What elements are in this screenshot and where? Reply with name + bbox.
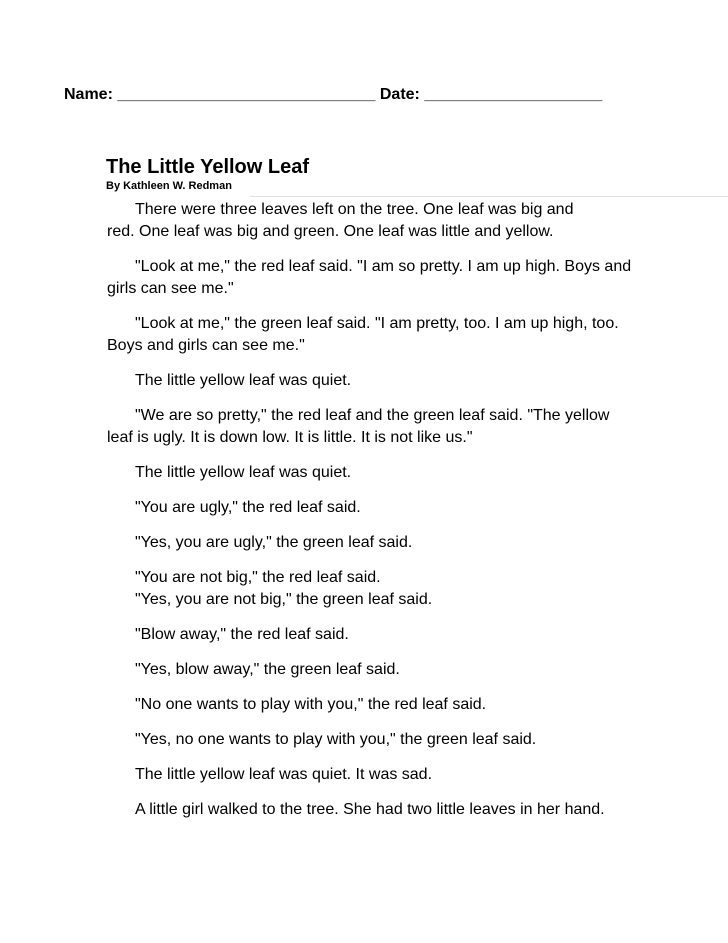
paragraph-line: "Yes, you are ugly," the green leaf said. bbox=[135, 534, 413, 551]
paragraph-line: girls can see me." bbox=[107, 280, 234, 297]
name-blank: _____________________________ bbox=[117, 86, 376, 103]
paragraph bbox=[107, 659, 707, 681]
paragraph bbox=[107, 199, 707, 243]
paragraph-line: The little yellow leaf was quiet. bbox=[135, 464, 352, 481]
paragraph-line: "We are so pretty," the red leaf and the green leaf said. "The yellow bbox=[135, 407, 610, 424]
paragraph-line: leaf is ugly. It is down low. It is little. It is not like us." bbox=[107, 429, 473, 446]
paragraph bbox=[107, 405, 707, 449]
date-blank: ____________________ bbox=[424, 86, 603, 103]
story-title: The Little Yellow Leaf bbox=[106, 156, 310, 178]
paragraph-line: Boys and girls can see me." bbox=[107, 337, 305, 354]
paragraph-line: red. One leaf was big and green. One leaf was little and yellow. bbox=[107, 223, 554, 240]
name-date-header bbox=[64, 86, 602, 104]
paragraph bbox=[107, 256, 707, 300]
paragraph bbox=[107, 764, 707, 786]
paragraph bbox=[107, 532, 707, 554]
paragraph bbox=[107, 729, 707, 751]
paragraph-line: "Look at me," the green leaf said. "I am pretty, too. I am up high, too. bbox=[135, 315, 619, 332]
paragraph-line: There were three leaves left on the tree. One leaf was big and bbox=[135, 201, 574, 218]
paragraph-line: "Blow away," the red leaf said. bbox=[135, 626, 349, 643]
paragraph-line: "Yes, no one wants to play with you," the green leaf said. bbox=[135, 731, 537, 748]
divider bbox=[250, 196, 728, 197]
paragraph-line: A little girl walked to the tree. She had two little leaves in her hand. bbox=[135, 801, 605, 818]
date-label: Date: bbox=[379, 86, 420, 103]
paragraph bbox=[107, 694, 707, 716]
paragraph bbox=[107, 497, 707, 519]
paragraph bbox=[107, 462, 707, 484]
name-label: Name: bbox=[64, 86, 113, 103]
paragraph-line: The little yellow leaf was quiet. It was sad. bbox=[135, 766, 433, 783]
paragraph-line: "Yes, you are not big," the green leaf said. bbox=[135, 591, 433, 608]
paragraph-line: "Yes, blow away," the green leaf said. bbox=[135, 661, 400, 678]
paragraph-line: "You are not big," the red leaf said. bbox=[135, 569, 381, 586]
paragraph bbox=[107, 567, 707, 589]
story-byline: By Kathleen W. Redman bbox=[106, 180, 232, 192]
paragraph bbox=[107, 799, 707, 821]
paragraph bbox=[107, 624, 707, 646]
paragraph bbox=[107, 313, 707, 357]
paragraph-line: "You are ugly," the red leaf said. bbox=[135, 499, 361, 516]
paragraph-line: "No one wants to play with you," the red leaf said. bbox=[135, 696, 487, 713]
paragraph-line: The little yellow leaf was quiet. bbox=[135, 372, 352, 389]
paragraph-line: "Look at me," the red leaf said. "I am so pretty. I am up high. Boys and bbox=[135, 258, 632, 275]
paragraph bbox=[107, 370, 707, 392]
story-body bbox=[107, 199, 707, 834]
paragraph bbox=[107, 589, 707, 611]
